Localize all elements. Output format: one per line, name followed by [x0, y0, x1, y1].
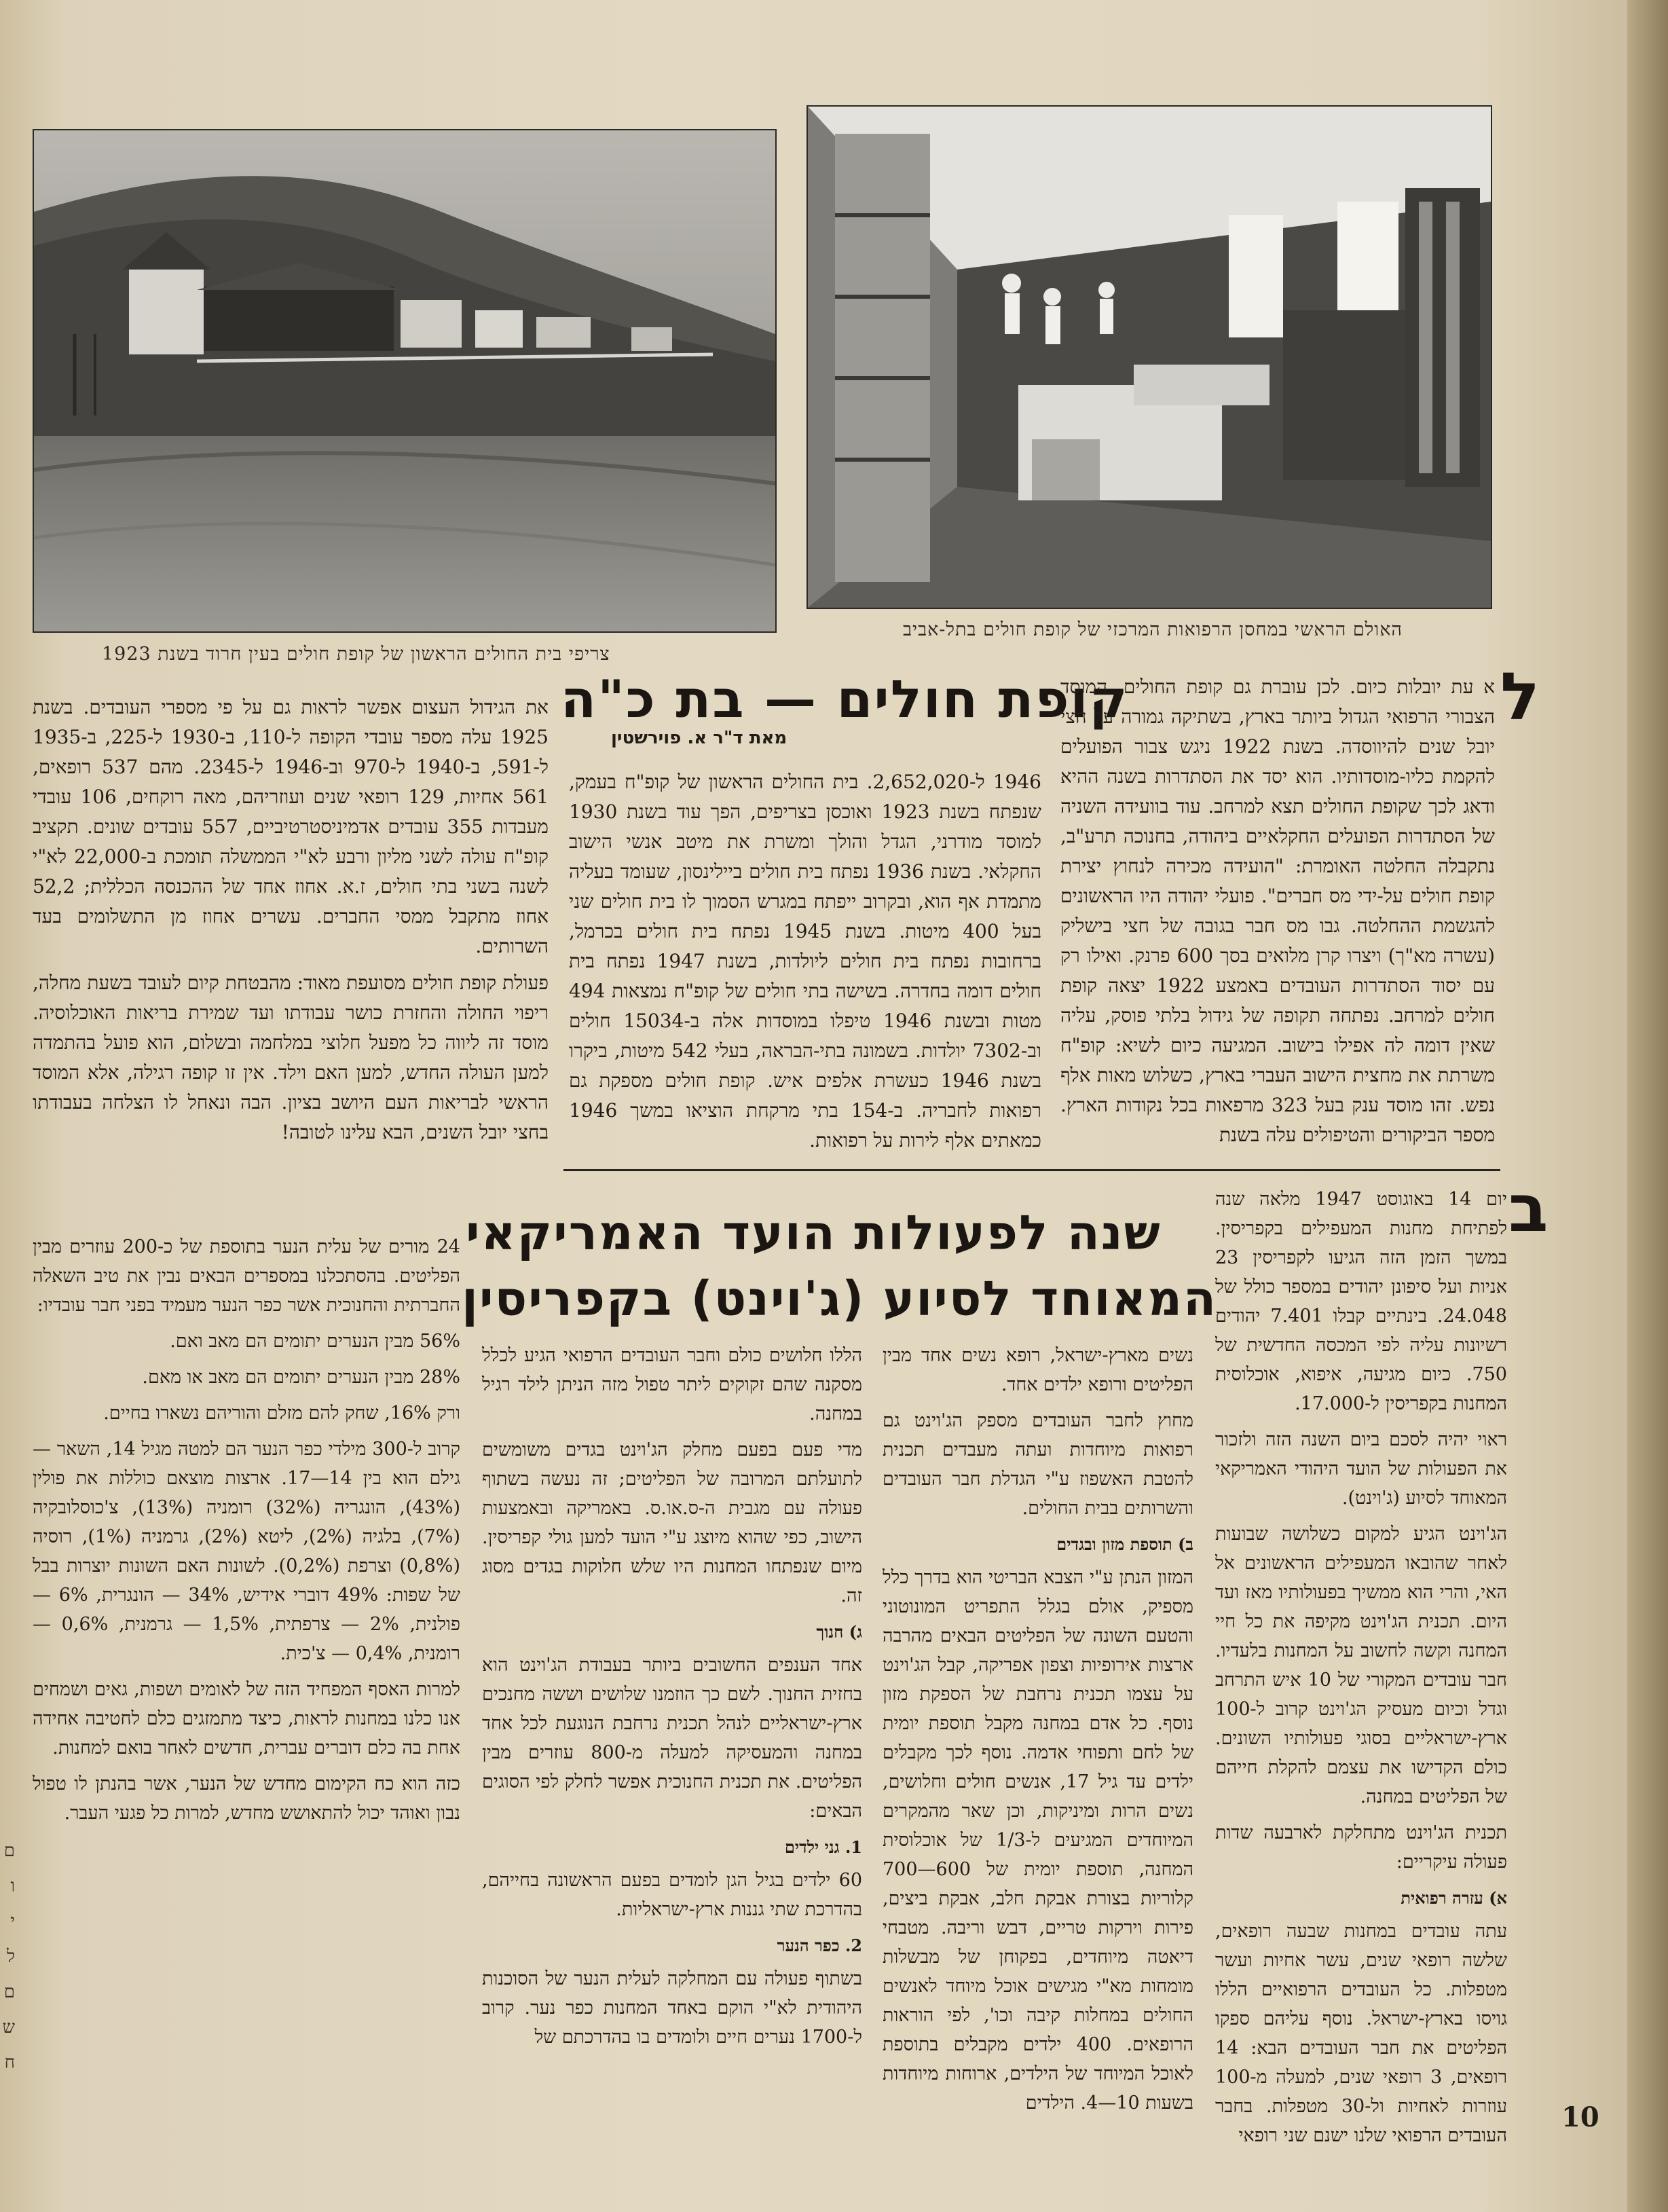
- caption-left-photo: צריפי בית החולים הראשון של קופת חולים בעין חרוד בשנת 1923: [102, 644, 610, 665]
- article1-column-middle: [569, 767, 1041, 1168]
- article2-title-line2: המאוחד לסיוע (ג'וינט) בקפריסין: [462, 1271, 1218, 1327]
- article2-dropcap: ב: [1508, 1170, 1549, 1247]
- article1-paragraph: 1946 ל-2,652,020. בית החולים הראשון של קופ"ח בעמק, שנפתח בשנת 1923 ואוכסן בצריפים, הפך עוד בשנת 1930 למוסד מודרני, הגדל והולך ומשרת את מיטב אנשי הישוב החקלאי. בשנת 1936 נפתח בית חולים ביילינסון, שעומד בעליה מתמדת אף הוא, ובקרוב ייפתח במגרש הסמוך לו בית חולים שני בעל 400 מיטות. בשנת 1945 נפתח בית חולים בכרמל, ברחובות נפתח בית חולים ליולדות, בשנת 1947 נפתח בית חולים דומה בחדרה. בשישה בתי חולים של קופ"ח נמצאות 494 מטות ובשנת 1946 טיפלו במוסדות אלה ב-15034 חולים וב-7302 יולדות. בשמונה בתי-הבראה, בעלי 542 מיטות, ביקרו בשנת 1946 כעשרת אלפים איש. קופת חולים מספקת גם רפואות לחבריה. ב-154 בתי מרקחת הוציאו במשך 1946 כמאתים אלף לירות על רפואות.: [569, 771, 1041, 1151]
- article2-paragraph: ורק 16%, שחק להם מזלם והוריהם נשארו בחיים.: [103, 1403, 460, 1424]
- article2-paragraph: יום 14 באוגוסט 1947 מלאה שנה לפתיחת מחנות המעפילים בקפריסין. במשך הזמן הזה הגיעו לקפריסין 23 אניות ועל סיפונן יהודים במספר כולל של 24.048. בינתיים קבלו 7.401 יהודים רשיונות עליה לפי המכסה החדשית של 750. כיום מגיעה, איפוא, אוכלוסית המחנות בקפריסין ל-17.000.: [1215, 1189, 1507, 1414]
- article1-column-right: [1060, 672, 1495, 1147]
- article1-dropcap: ל: [1500, 659, 1540, 735]
- article2-subhead: א) עזרה רפואית: [1401, 1888, 1507, 1908]
- article1-title: קופת חולים — בת כ"ה: [561, 669, 1129, 729]
- article2-subhead: ב) תוספת מזון ובגדים: [1056, 1534, 1193, 1554]
- article1-paragraph: א עת יובלות כיום. לכן עוברת גם קופת החולים, המוסד הצבורי הרפואי הגדול ביותר בארץ, בשתיקה גמורה על חצי יובל שנים להיווסדה. בשנת 1922 ניגש צבור הפועלים להקמת כליו-מוסדותיו. הוא יסד את הסתדרות בשנה ההיא ודאג לכך שקופת החולים תצא למרחב. עוד בוועידה השניה של הסתדרות הפועלים החקלאיים ביהודה, בחנוכה תרע"ב, נתקבלה החלטה האומרת: "הועידה מכירה לנחוץ יצירת קופת חולים על-ידי מס חברים". פועלי יהודה היו הראשונים להגשמת ההחלטה. גבו מס חבר בגובה של חצי בישליק (עשרה מא"ך) ויצרו קרן מלואים בסך 600 פרנק. ואילו רק עם יסוד הסתדרות העובדים באמצע 1922 יצאה קופת חולים למרחב. נפתחה תקופה של גידול בלתי פוסק, עליה שאין דומה לה אפילו בישוב. המגיעה כיום לשיא: קופ"ח משרתת את מחצית הישוב העברי בארץ, כשלוש מאות אלף נפש. זהו מוסד ענק בעל 323 מרפאות בכל נקודות הארץ. מספר הביקורים והטיפולים עלה בשנת: [1060, 676, 1495, 1146]
- article2-paragraph: קרוב ל-300 מילדי כפר הנער הם למטה מגיל 14, השאר — גילם הוא בין 14—17. ארצות מוצאם כוללות את פולין (43%), הונגריה (32%) רומניה (13%), צ'כוסלובקיה (7%), בלגיה (2%), ליטא (2%), גרמניה (1%), רוסיה (0,8%) וצרפת (0,2%). לשונות האם השונות יוצרות בבל של שפות: 49% דוברי אידיש, 34% — הונגרית, 6% — פולנית, 2% — צרפתית, 1,5% — גרמנית, 0,6% — רומנית, 0,4% — צ'כית.: [33, 1439, 460, 1664]
- article2-paragraph: המזון הנתן ע"י הצבא הבריטי הוא בדרך כלל מספיק, אולם בגלל התפריט המונוטוני והטעם השונה של הפליטים הבאים מהרבה ארצות אירופיות וצפון אפריקה, קבל הג'וינט על עצמו תכנית נרחבת של הספקת מזון נוסף. כל אדם במחנה מקבל תוספת יומית של לחם ותפוחי אדמה. נוסף לכך מקבלים ילדים עד גיל 17, אנשים חולים וחלושים, נשים הרות ומיניקות, וכן שאר מהמקרים המיוחדים המגיעים ל-1/3 של אוכלוסית המחנה, תוספת יומית של 600—700 קלוריות בצורת אבקת חלב, אבקת ביצים, פירות וירקות טריים, דבש וריבה. מטבחי דיאטה מיוחדים, בפקוחן של מבשלות מומחות מא"י מגישים אוכל מיוחד לאנשים החולים במחלות קיבה וכו', לפי הוראות הרופאים. 400 ילדים מקבלים בתוספת לאוכל המיוחד של הילדים, ארוחות מיוחדות בשעות 10—4. הילדים: [883, 1567, 1193, 2114]
- article2-column-1: [1215, 1185, 1507, 2149]
- article2-title-line1: שנה לפעולות הועד האמריקאי: [466, 1205, 1162, 1261]
- article2-paragraph: מחוץ לחבר העובדים מספק הג'וינט גם רפואות מיוחדות ועתה מעבדים תכנית להטבת האשפוז ע"י הגדלת חבר העובדים והשרותים בבית החולים.: [883, 1410, 1193, 1519]
- article2-subhead: 2. כפר הנער: [777, 1936, 862, 1955]
- edge-letter: ל: [6, 1947, 15, 1967]
- article2-paragraph: 28% מבין הנערים יתומים הם מאב או מאם.: [142, 1367, 460, 1388]
- article2-paragraph: נשים מארץ-ישראל, רופא נשים אחד מבין הפליטים ורופא ילדים אחד.: [883, 1345, 1193, 1395]
- edge-letter: ו: [10, 1876, 15, 1896]
- page-number: 10: [1561, 2101, 1599, 2133]
- article1-paragraph: פעולת קופת חולים מסועפת מאוד: מהבטחת קיום לעובד בשעת מחלה, ריפוי החולה והחזרת כושר עבודתו ועד שמירת בריאות האוכלוסיה. מוסד זה ליווה כל מפעל חלוצי במלחמה ובשלום, הוא פועל בהתמדה למען העולה החדש, למען האם וילד. אין זו קופה רגילה, אלא המוסד הראשי לבריאות העם היושב בציון. הבה ונאחל לו הצלחה בעבודתו בחצי יובל השנים, הבא עלינו לטובה!: [33, 972, 549, 1143]
- article1-byline: מאת ד"ר א. פוירשטין: [611, 728, 787, 748]
- section-divider: [563, 1169, 1500, 1171]
- article2-paragraph: עתה עובדים במחנות שבעה רופאים, שלשה רופאי שנים, עשר אחיות ועשר מטפלות. כל העובדים הרפואיים הללו גויסו בארץ-ישראל. נוסף עליהם ספקו הפליטים את חבר העובדים הבא: 14 רופאים, 3 רופאי שנים, למעלה מ-100 עוזרות לאחיות ול-30 מטפלות. בחבר העובדים הרפואי שלנו ישנם שני רופאי: [1215, 1921, 1507, 2146]
- edge-letter: ח: [4, 2052, 15, 2073]
- article2-paragraph: למרות האסף המפחיד הזה של לאומים ושפות, גאים ושמחים אנו כלנו במחנות לראות, כיצד מתמזגים כלם לחטיבה אחידה אחת בה כלם דוברים עברית, חדשים לאחר בואם למחנות.: [33, 1679, 460, 1758]
- article1-paragraph: את הגידול העצום אפשר לראות גם על פי מספרי העובדים. בשנת 1925 עלה מספר עובדי הקופה ל-110, ב-1930 ל-225, ב-1935 ל-591, ב-1940 ל-970 וב-1946 ל-2345. מהם 537 רופאים, 561 אחיות, 129 רופאי שנים ועוזריהם, מאה רוקחים, 106 עובדי מעבדות 355 עובדים אדמיניסטרטיביים, 557 עובדים שונים. תקציב קופ"ח עולה לשני מליון ורבע לא"י הממשלה תומכת ב-22,000 לא"י לשנה בשני בתי חולים, ז.א. אחוז אחד של ההכנסה הכללית; 52,2 אחוז מתקבל ממסי החברים. עשרים אחוז מן התשלומים בעד השרותים.: [33, 696, 549, 957]
- edge-letter: ש: [2, 2017, 15, 2038]
- article2-subhead: 1. גני ילדים: [784, 1837, 862, 1857]
- photo-pharmacy-warehouse-hall: [807, 105, 1492, 609]
- article1-column-left: [33, 693, 549, 1209]
- article2-paragraph: מדי פעם בפעם מחלק הג'וינט בגדים משומשים לתועלתם המרובה של הפליטים; זה נעשה בשתוף פעולה עם מגבית ה-ס.או.ס. באמריקה ובאמצעות הישוב, כפי שהוא מיוצג ע"י הועד למען גולי קפריסין. מיום שנפתחו המחנות היו שלש חלוקות בגדים מסוג זה.: [482, 1439, 862, 1606]
- article2-paragraph: 56% מבין הנערים יתומים הם מאב ואם.: [170, 1331, 460, 1352]
- article2-column-4: [33, 1232, 460, 2203]
- article2-paragraph: בשתוף פעולה עם המחלקה לעלית הנער של הסוכנות היהודית לא"י הוקם באחד המחנות כפר נער. קרוב ל-1700 נערים חיים ולומדים בו בהדרכתם של: [482, 1968, 862, 2048]
- article2-paragraph: תכנית הג'וינט מתחלקת לארבעה שדות פעולה עיקריים:: [1215, 1822, 1507, 1873]
- article2-paragraph: אחד הענפים החשובים ביותר בעבודת הג'וינט הוא בחזית החנוך. לשם כך הוזמנו שלושים וששה מחנכים ארץ-ישראליים לנהל תכנית נרחבת הנוגעת לכל אחד במחנה והמעסיקה למעלה מ-800 עוזרים מבין הפליטים. את תכנית החנוכית אפשר לחלק לפי הסוגים הבאים:: [482, 1655, 862, 1822]
- edge-letter: ם: [3, 1841, 15, 1861]
- book-spine: [1627, 0, 1668, 2212]
- caption-right-photo: האולם הראשי במחסן הרפואות המרכזי של קופת חולים בתל-אביב: [903, 619, 1403, 640]
- article2-paragraph: 24 מורים של עלית הנער בתוספת של כ-200 עוזרים מבין הפליטים. בהסתכלנו במספרים הבאים נבין את טיב השאלה החברתית והחנוכית אשר כפר הנער מעמיד בפני חבר עובדיו:: [33, 1236, 460, 1316]
- photo-ein-harod-huts: [33, 129, 777, 633]
- article2-column-2: [883, 1341, 1193, 2203]
- article2-paragraph: הג'וינט הגיע למקום כשלושה שבועות לאחר שהובאו המעפילים הראשונים אל האי, והרי הוא ממשיך בפעולותיו מאז ועד היום. תכנית הג'וינט מקיפה את כל חיי המחנה וקשה לחשוב על המחנות בלעדיו. חבר עובדים המקורי של 10 איש התרחב וגדל וכיום מעסיק הג'וינט קרוב ל-100 ארץ-ישראליים בסוגי פעולותיו השונים. כולם הקדישו את עצמם להקלת חייהם של הפליטים במחנה.: [1215, 1524, 1507, 1807]
- article2-column-3: [482, 1341, 862, 2203]
- article2-paragraph: 60 ילדים בגיל הגן לומדים בפעם הראשונה בחייהם, בהדרכת שתי גננות ארץ-ישראליות.: [482, 1870, 862, 1920]
- adjacent-page-edge-letters: [0, 1833, 15, 2080]
- article2-paragraph: ראוי יהיה לסכם ביום השנה הזה ולזכור את הפעולות של הועד היהודי האמריקאי המאוחד לסיוע (ג'וינט).: [1215, 1429, 1507, 1509]
- edge-letter: י: [10, 1911, 15, 1932]
- edge-letter: ם: [3, 1982, 15, 2002]
- article2-paragraph: כזה הוא כח הקימום מחדש של הנער, אשר בהנתן לו טפול נבון ואוהד יכול להתאושש מחדש, למרות כל פגעי העבר.: [33, 1773, 460, 1824]
- article2-paragraph: הללו חלושים כולם וחבר העובדים הרפואי הגיע לכלל מסקנה שהם זקוקים ליתר טפול מזה הניתן לילד רגיל במחנה.: [482, 1345, 862, 1424]
- article2-subhead: ג) חנוך: [816, 1622, 862, 1642]
